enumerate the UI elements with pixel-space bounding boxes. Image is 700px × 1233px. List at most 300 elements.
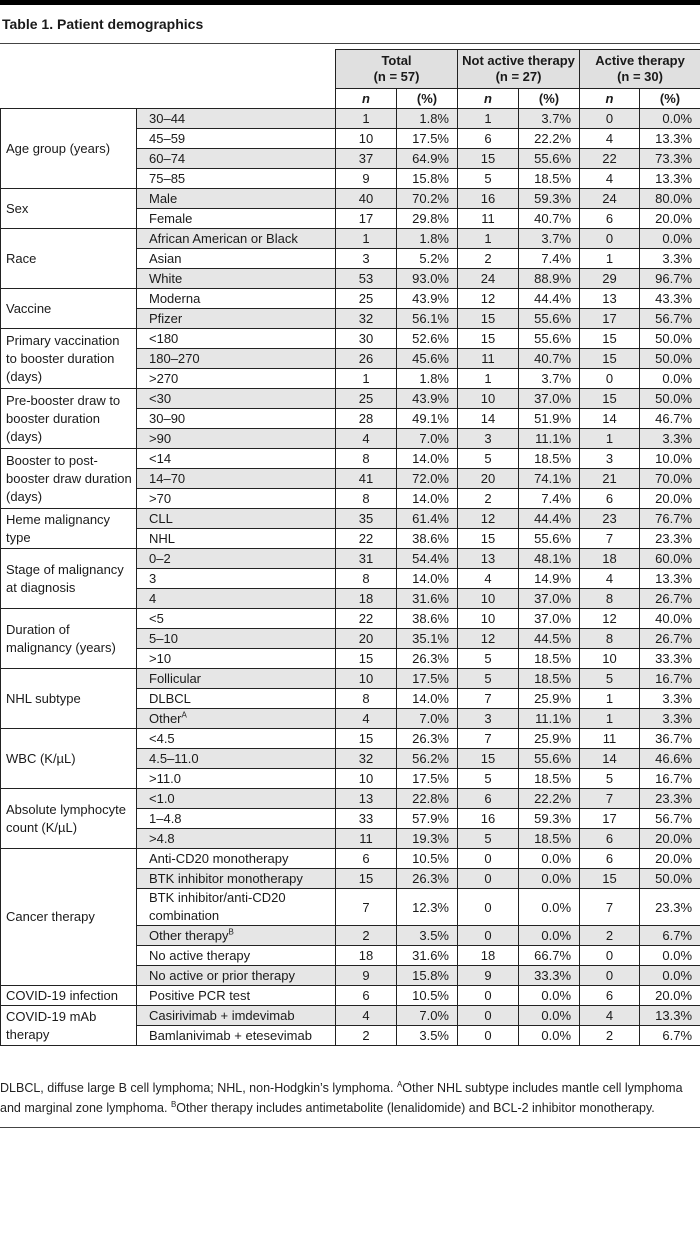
- count-cell: 0: [580, 966, 640, 986]
- percent-cell: 17.5%: [397, 129, 458, 149]
- row-label: <5: [137, 609, 336, 629]
- count-cell: 4: [580, 129, 640, 149]
- count-cell: 1: [458, 369, 519, 389]
- header-total: Total (n = 57): [336, 50, 458, 89]
- percent-cell: 31.6%: [397, 589, 458, 609]
- count-cell: 6: [458, 129, 519, 149]
- count-cell: 33: [336, 809, 397, 829]
- row-label: Positive PCR test: [137, 986, 336, 1006]
- percent-cell: 3.7%: [519, 229, 580, 249]
- count-cell: 11: [458, 209, 519, 229]
- percent-cell: 43.3%: [640, 289, 700, 309]
- count-cell: 10: [458, 589, 519, 609]
- percent-cell: 50.0%: [640, 869, 700, 889]
- row-label: Moderna: [137, 289, 336, 309]
- count-cell: 41: [336, 469, 397, 489]
- count-cell: 8: [336, 449, 397, 469]
- count-cell: 8: [336, 569, 397, 589]
- percent-cell: 14.0%: [397, 569, 458, 589]
- percent-cell: 43.9%: [397, 389, 458, 409]
- count-cell: 2: [336, 926, 397, 946]
- row-group-label: Duration of malignancy (years): [1, 609, 137, 669]
- count-cell: 7: [458, 689, 519, 709]
- percent-cell: 52.6%: [397, 329, 458, 349]
- count-cell: 8: [580, 589, 640, 609]
- count-cell: 3: [458, 709, 519, 729]
- row-group-label: Race: [1, 229, 137, 289]
- percent-cell: 44.4%: [519, 509, 580, 529]
- row-label: Follicular: [137, 669, 336, 689]
- row-label: 45–59: [137, 129, 336, 149]
- percent-cell: 59.3%: [519, 189, 580, 209]
- footnote-divider: [0, 1127, 700, 1128]
- row-group-label: Absolute lymphocyte count (K/µL): [1, 789, 137, 849]
- count-cell: 5: [458, 769, 519, 789]
- percent-cell: 43.9%: [397, 289, 458, 309]
- row-label: 4: [137, 589, 336, 609]
- percent-cell: 22.2%: [519, 129, 580, 149]
- row-group-label: WBC (K/µL): [1, 729, 137, 789]
- table-row: [1, 329, 700, 349]
- percent-cell: 55.6%: [519, 309, 580, 329]
- header-pct: (%): [397, 89, 458, 109]
- percent-cell: 74.1%: [519, 469, 580, 489]
- percent-cell: 50.0%: [640, 389, 700, 409]
- table-row: [1, 229, 700, 249]
- demographics-table: [0, 49, 700, 1046]
- percent-cell: 37.0%: [519, 609, 580, 629]
- count-cell: 11: [458, 349, 519, 369]
- percent-cell: 26.7%: [640, 629, 700, 649]
- row-group-label: Booster to post-booster draw duration (days): [1, 449, 137, 509]
- percent-cell: 20.0%: [640, 829, 700, 849]
- row-label: CLL: [137, 509, 336, 529]
- percent-cell: 76.7%: [640, 509, 700, 529]
- percent-cell: 23.3%: [640, 529, 700, 549]
- count-cell: 1: [580, 709, 640, 729]
- percent-cell: 7.0%: [397, 429, 458, 449]
- count-cell: 3: [336, 249, 397, 269]
- percent-cell: 1.8%: [397, 109, 458, 129]
- header-n: n: [458, 89, 519, 109]
- percent-cell: 56.2%: [397, 749, 458, 769]
- count-cell: 0: [458, 986, 519, 1006]
- count-cell: 6: [580, 986, 640, 1006]
- count-cell: 29: [580, 269, 640, 289]
- count-cell: 5: [580, 769, 640, 789]
- percent-cell: 6.7%: [640, 926, 700, 946]
- percent-cell: 14.0%: [397, 449, 458, 469]
- row-label: 4.5–11.0: [137, 749, 336, 769]
- count-cell: 5: [458, 649, 519, 669]
- count-cell: 12: [458, 509, 519, 529]
- count-cell: 12: [580, 609, 640, 629]
- count-cell: 5: [458, 169, 519, 189]
- percent-cell: 61.4%: [397, 509, 458, 529]
- percent-cell: 57.9%: [397, 809, 458, 829]
- count-cell: 18: [580, 549, 640, 569]
- header-pct: (%): [640, 89, 700, 109]
- row-label: African American or Black: [137, 229, 336, 249]
- count-cell: 2: [336, 1026, 397, 1046]
- count-cell: 5: [458, 449, 519, 469]
- row-group-label: Sex: [1, 189, 137, 229]
- count-cell: 32: [336, 749, 397, 769]
- percent-cell: 18.5%: [519, 829, 580, 849]
- count-cell: 53: [336, 269, 397, 289]
- count-cell: 1: [458, 229, 519, 249]
- percent-cell: 33.3%: [519, 966, 580, 986]
- count-cell: 13: [580, 289, 640, 309]
- percent-cell: 23.3%: [640, 889, 700, 926]
- table-row: [1, 289, 700, 309]
- count-cell: 26: [336, 349, 397, 369]
- count-cell: 15: [580, 349, 640, 369]
- count-cell: 7: [580, 789, 640, 809]
- row-label: 75–85: [137, 169, 336, 189]
- percent-cell: 26.3%: [397, 649, 458, 669]
- percent-cell: 50.0%: [640, 329, 700, 349]
- count-cell: 14: [580, 409, 640, 429]
- percent-cell: 0.0%: [640, 229, 700, 249]
- count-cell: 11: [580, 729, 640, 749]
- percent-cell: 13.3%: [640, 169, 700, 189]
- count-cell: 15: [458, 149, 519, 169]
- percent-cell: 6.7%: [640, 1026, 700, 1046]
- table-row: [1, 609, 700, 629]
- count-cell: 4: [336, 709, 397, 729]
- count-cell: 4: [580, 1006, 640, 1026]
- count-cell: 15: [580, 329, 640, 349]
- table-body: [1, 109, 700, 1046]
- count-cell: 1: [336, 109, 397, 129]
- count-cell: 16: [458, 809, 519, 829]
- count-cell: 4: [580, 569, 640, 589]
- percent-cell: 20.0%: [640, 849, 700, 869]
- percent-cell: 55.6%: [519, 529, 580, 549]
- count-cell: 7: [580, 889, 640, 926]
- header-active: Active therapy (n = 30): [580, 50, 700, 89]
- count-cell: 6: [458, 789, 519, 809]
- percent-cell: 40.7%: [519, 349, 580, 369]
- percent-cell: 73.3%: [640, 149, 700, 169]
- percent-cell: 18.5%: [519, 649, 580, 669]
- percent-cell: 44.4%: [519, 289, 580, 309]
- count-cell: 0: [458, 1006, 519, 1026]
- count-cell: 10: [580, 649, 640, 669]
- row-label: <30: [137, 389, 336, 409]
- percent-cell: 33.3%: [640, 649, 700, 669]
- row-group-label: Primary vaccination to booster duration (days): [1, 329, 137, 389]
- count-cell: 12: [458, 629, 519, 649]
- row-label: No active therapy: [137, 946, 336, 966]
- row-label: >10: [137, 649, 336, 669]
- count-cell: 3: [580, 449, 640, 469]
- count-cell: 31: [336, 549, 397, 569]
- percent-cell: 66.7%: [519, 946, 580, 966]
- percent-cell: 29.8%: [397, 209, 458, 229]
- percent-cell: 18.5%: [519, 449, 580, 469]
- percent-cell: 56.7%: [640, 309, 700, 329]
- percent-cell: 46.7%: [640, 409, 700, 429]
- count-cell: 35: [336, 509, 397, 529]
- row-label: <1.0: [137, 789, 336, 809]
- count-cell: 2: [458, 489, 519, 509]
- table-row: [1, 1006, 700, 1026]
- percent-cell: 50.0%: [640, 349, 700, 369]
- percent-cell: 0.0%: [640, 369, 700, 389]
- row-label: <180: [137, 329, 336, 349]
- percent-cell: 38.6%: [397, 609, 458, 629]
- count-cell: 10: [336, 669, 397, 689]
- header-blank: [1, 50, 336, 109]
- table-row: [1, 449, 700, 469]
- count-cell: 7: [580, 529, 640, 549]
- percent-cell: 17.5%: [397, 769, 458, 789]
- percent-cell: 13.3%: [640, 569, 700, 589]
- percent-cell: 36.7%: [640, 729, 700, 749]
- percent-cell: 15.8%: [397, 966, 458, 986]
- header-n: n: [580, 89, 640, 109]
- row-label: 1–4.8: [137, 809, 336, 829]
- percent-cell: 1.8%: [397, 229, 458, 249]
- count-cell: 8: [336, 689, 397, 709]
- row-label: 30–90: [137, 409, 336, 429]
- percent-cell: 11.1%: [519, 429, 580, 449]
- row-label: 60–74: [137, 149, 336, 169]
- count-cell: 9: [336, 169, 397, 189]
- percent-cell: 14.0%: [397, 489, 458, 509]
- percent-cell: 16.7%: [640, 669, 700, 689]
- percent-cell: 55.6%: [519, 149, 580, 169]
- row-label: <14: [137, 449, 336, 469]
- percent-cell: 0.0%: [519, 869, 580, 889]
- count-cell: 6: [580, 849, 640, 869]
- count-cell: 17: [336, 209, 397, 229]
- percent-cell: 23.3%: [640, 789, 700, 809]
- count-cell: 15: [336, 729, 397, 749]
- percent-cell: 0.0%: [519, 986, 580, 1006]
- percent-cell: 54.4%: [397, 549, 458, 569]
- count-cell: 6: [336, 849, 397, 869]
- row-label: <4.5: [137, 729, 336, 749]
- count-cell: 18: [458, 946, 519, 966]
- count-cell: 7: [458, 729, 519, 749]
- percent-cell: 18.5%: [519, 669, 580, 689]
- count-cell: 2: [458, 249, 519, 269]
- percent-cell: 46.6%: [640, 749, 700, 769]
- count-cell: 40: [336, 189, 397, 209]
- percent-cell: 7.4%: [519, 489, 580, 509]
- count-cell: 18: [336, 589, 397, 609]
- percent-cell: 55.6%: [519, 749, 580, 769]
- count-cell: 15: [580, 389, 640, 409]
- percent-cell: 20.0%: [640, 209, 700, 229]
- percent-cell: 18.5%: [519, 169, 580, 189]
- row-label: >4.8: [137, 829, 336, 849]
- count-cell: 37: [336, 149, 397, 169]
- percent-cell: 26.3%: [397, 729, 458, 749]
- count-cell: 32: [336, 309, 397, 329]
- count-cell: 0: [580, 369, 640, 389]
- percent-cell: 3.3%: [640, 429, 700, 449]
- percent-cell: 7.0%: [397, 1006, 458, 1026]
- count-cell: 30: [336, 329, 397, 349]
- count-cell: 6: [336, 986, 397, 1006]
- count-cell: 28: [336, 409, 397, 429]
- percent-cell: 22.2%: [519, 789, 580, 809]
- row-group-label: Heme malignancy type: [1, 509, 137, 549]
- table-row: [1, 189, 700, 209]
- percent-cell: 19.3%: [397, 829, 458, 849]
- count-cell: 14: [580, 749, 640, 769]
- percent-cell: 56.7%: [640, 809, 700, 829]
- count-cell: 22: [336, 609, 397, 629]
- row-label: 180–270: [137, 349, 336, 369]
- percent-cell: 3.5%: [397, 1026, 458, 1046]
- table-row: [1, 986, 700, 1006]
- percent-cell: 60.0%: [640, 549, 700, 569]
- row-label: Other$^A$: [137, 709, 336, 729]
- percent-cell: 93.0%: [397, 269, 458, 289]
- percent-cell: 5.2%: [397, 249, 458, 269]
- row-label: >11.0: [137, 769, 336, 789]
- count-cell: 2: [580, 1026, 640, 1046]
- count-cell: 18: [336, 946, 397, 966]
- row-group-label: NHL subtype: [1, 669, 137, 729]
- count-cell: 17: [580, 809, 640, 829]
- percent-cell: 3.5%: [397, 926, 458, 946]
- count-cell: 4: [580, 169, 640, 189]
- percent-cell: 22.8%: [397, 789, 458, 809]
- count-cell: 16: [458, 189, 519, 209]
- percent-cell: 11.1%: [519, 709, 580, 729]
- count-cell: 4: [458, 569, 519, 589]
- count-cell: 25: [336, 389, 397, 409]
- count-cell: 15: [458, 329, 519, 349]
- percent-cell: 26.3%: [397, 869, 458, 889]
- count-cell: 9: [336, 966, 397, 986]
- row-group-label: Stage of malignancy at diagnosis: [1, 549, 137, 609]
- table-row: [1, 729, 700, 749]
- percent-cell: 3.7%: [519, 109, 580, 129]
- percent-cell: 17.5%: [397, 669, 458, 689]
- percent-cell: 0.0%: [519, 849, 580, 869]
- percent-cell: 3.3%: [640, 689, 700, 709]
- count-cell: 20: [336, 629, 397, 649]
- percent-cell: 72.0%: [397, 469, 458, 489]
- count-cell: 6: [580, 829, 640, 849]
- percent-cell: 18.5%: [519, 769, 580, 789]
- count-cell: 14: [458, 409, 519, 429]
- count-cell: 13: [458, 549, 519, 569]
- count-cell: 1: [336, 229, 397, 249]
- row-label: 0–2: [137, 549, 336, 569]
- percent-cell: 96.7%: [640, 269, 700, 289]
- percent-cell: 49.1%: [397, 409, 458, 429]
- row-label: >90: [137, 429, 336, 449]
- count-cell: 0: [458, 926, 519, 946]
- percent-cell: 0.0%: [640, 109, 700, 129]
- top-border: [0, 0, 700, 5]
- percent-cell: 38.6%: [397, 529, 458, 549]
- percent-cell: 70.2%: [397, 189, 458, 209]
- row-label: >70: [137, 489, 336, 509]
- count-cell: 15: [336, 649, 397, 669]
- count-cell: 24: [580, 189, 640, 209]
- percent-cell: 26.7%: [640, 589, 700, 609]
- count-cell: 1: [580, 689, 640, 709]
- percent-cell: 0.0%: [519, 889, 580, 926]
- percent-cell: 25.9%: [519, 729, 580, 749]
- percent-cell: 51.9%: [519, 409, 580, 429]
- count-cell: 10: [458, 609, 519, 629]
- row-group-label: Cancer therapy: [1, 849, 137, 986]
- percent-cell: 44.5%: [519, 629, 580, 649]
- table-row: [1, 509, 700, 529]
- count-cell: 1: [580, 249, 640, 269]
- table-footnote: DLBCL, diffuse large B cell lymphoma; NHL, non-Hodgkin’s lymphoma. $^A$Other NHL subtype includes mantle cell lymphoma and marginal zone lymphoma. $^B$Other therapy includes antimetabolite (lenalidomide) and BCL-2 inhibitor monotherapy.: [0, 1079, 683, 1115]
- row-group-label: Pre-booster draw to booster duration (days): [1, 389, 137, 449]
- row-label: Male: [137, 189, 336, 209]
- count-cell: 17: [580, 309, 640, 329]
- header-not-active: Not active therapy (n = 27): [458, 50, 580, 89]
- percent-cell: 40.7%: [519, 209, 580, 229]
- count-cell: 2: [580, 926, 640, 946]
- count-cell: 5: [458, 669, 519, 689]
- count-cell: 0: [458, 849, 519, 869]
- row-label: NHL: [137, 529, 336, 549]
- table-row: [1, 669, 700, 689]
- percent-cell: 45.6%: [397, 349, 458, 369]
- table-row: [1, 389, 700, 409]
- count-cell: 10: [336, 129, 397, 149]
- row-group-label: Vaccine: [1, 289, 137, 329]
- percent-cell: 10.0%: [640, 449, 700, 469]
- row-label: No active or prior therapy: [137, 966, 336, 986]
- count-cell: 4: [336, 1006, 397, 1026]
- row-label: BTK inhibitor/anti-CD20 combination: [137, 889, 336, 926]
- table-title: Table 1. Patient demographics: [2, 16, 204, 32]
- percent-cell: 59.3%: [519, 809, 580, 829]
- table-row: [1, 549, 700, 569]
- count-cell: 22: [580, 149, 640, 169]
- percent-cell: 55.6%: [519, 329, 580, 349]
- count-cell: 3: [458, 429, 519, 449]
- count-cell: 5: [580, 669, 640, 689]
- table-number: Table 1: [2, 16, 50, 32]
- count-cell: 20: [458, 469, 519, 489]
- percent-cell: 40.0%: [640, 609, 700, 629]
- percent-cell: 25.9%: [519, 689, 580, 709]
- percent-cell: 0.0%: [519, 1026, 580, 1046]
- row-label: Bamlanivimab + etesevimab: [137, 1026, 336, 1046]
- percent-cell: 7.0%: [397, 709, 458, 729]
- row-label: 5–10: [137, 629, 336, 649]
- count-cell: 11: [336, 829, 397, 849]
- count-cell: 0: [458, 889, 519, 926]
- count-cell: 1: [580, 429, 640, 449]
- percent-cell: 3.3%: [640, 709, 700, 729]
- percent-cell: 10.5%: [397, 849, 458, 869]
- count-cell: 15: [336, 869, 397, 889]
- percent-cell: 13.3%: [640, 1006, 700, 1026]
- percent-cell: 48.1%: [519, 549, 580, 569]
- percent-cell: 13.3%: [640, 129, 700, 149]
- count-cell: 24: [458, 269, 519, 289]
- row-label: 14–70: [137, 469, 336, 489]
- percent-cell: 0.0%: [640, 946, 700, 966]
